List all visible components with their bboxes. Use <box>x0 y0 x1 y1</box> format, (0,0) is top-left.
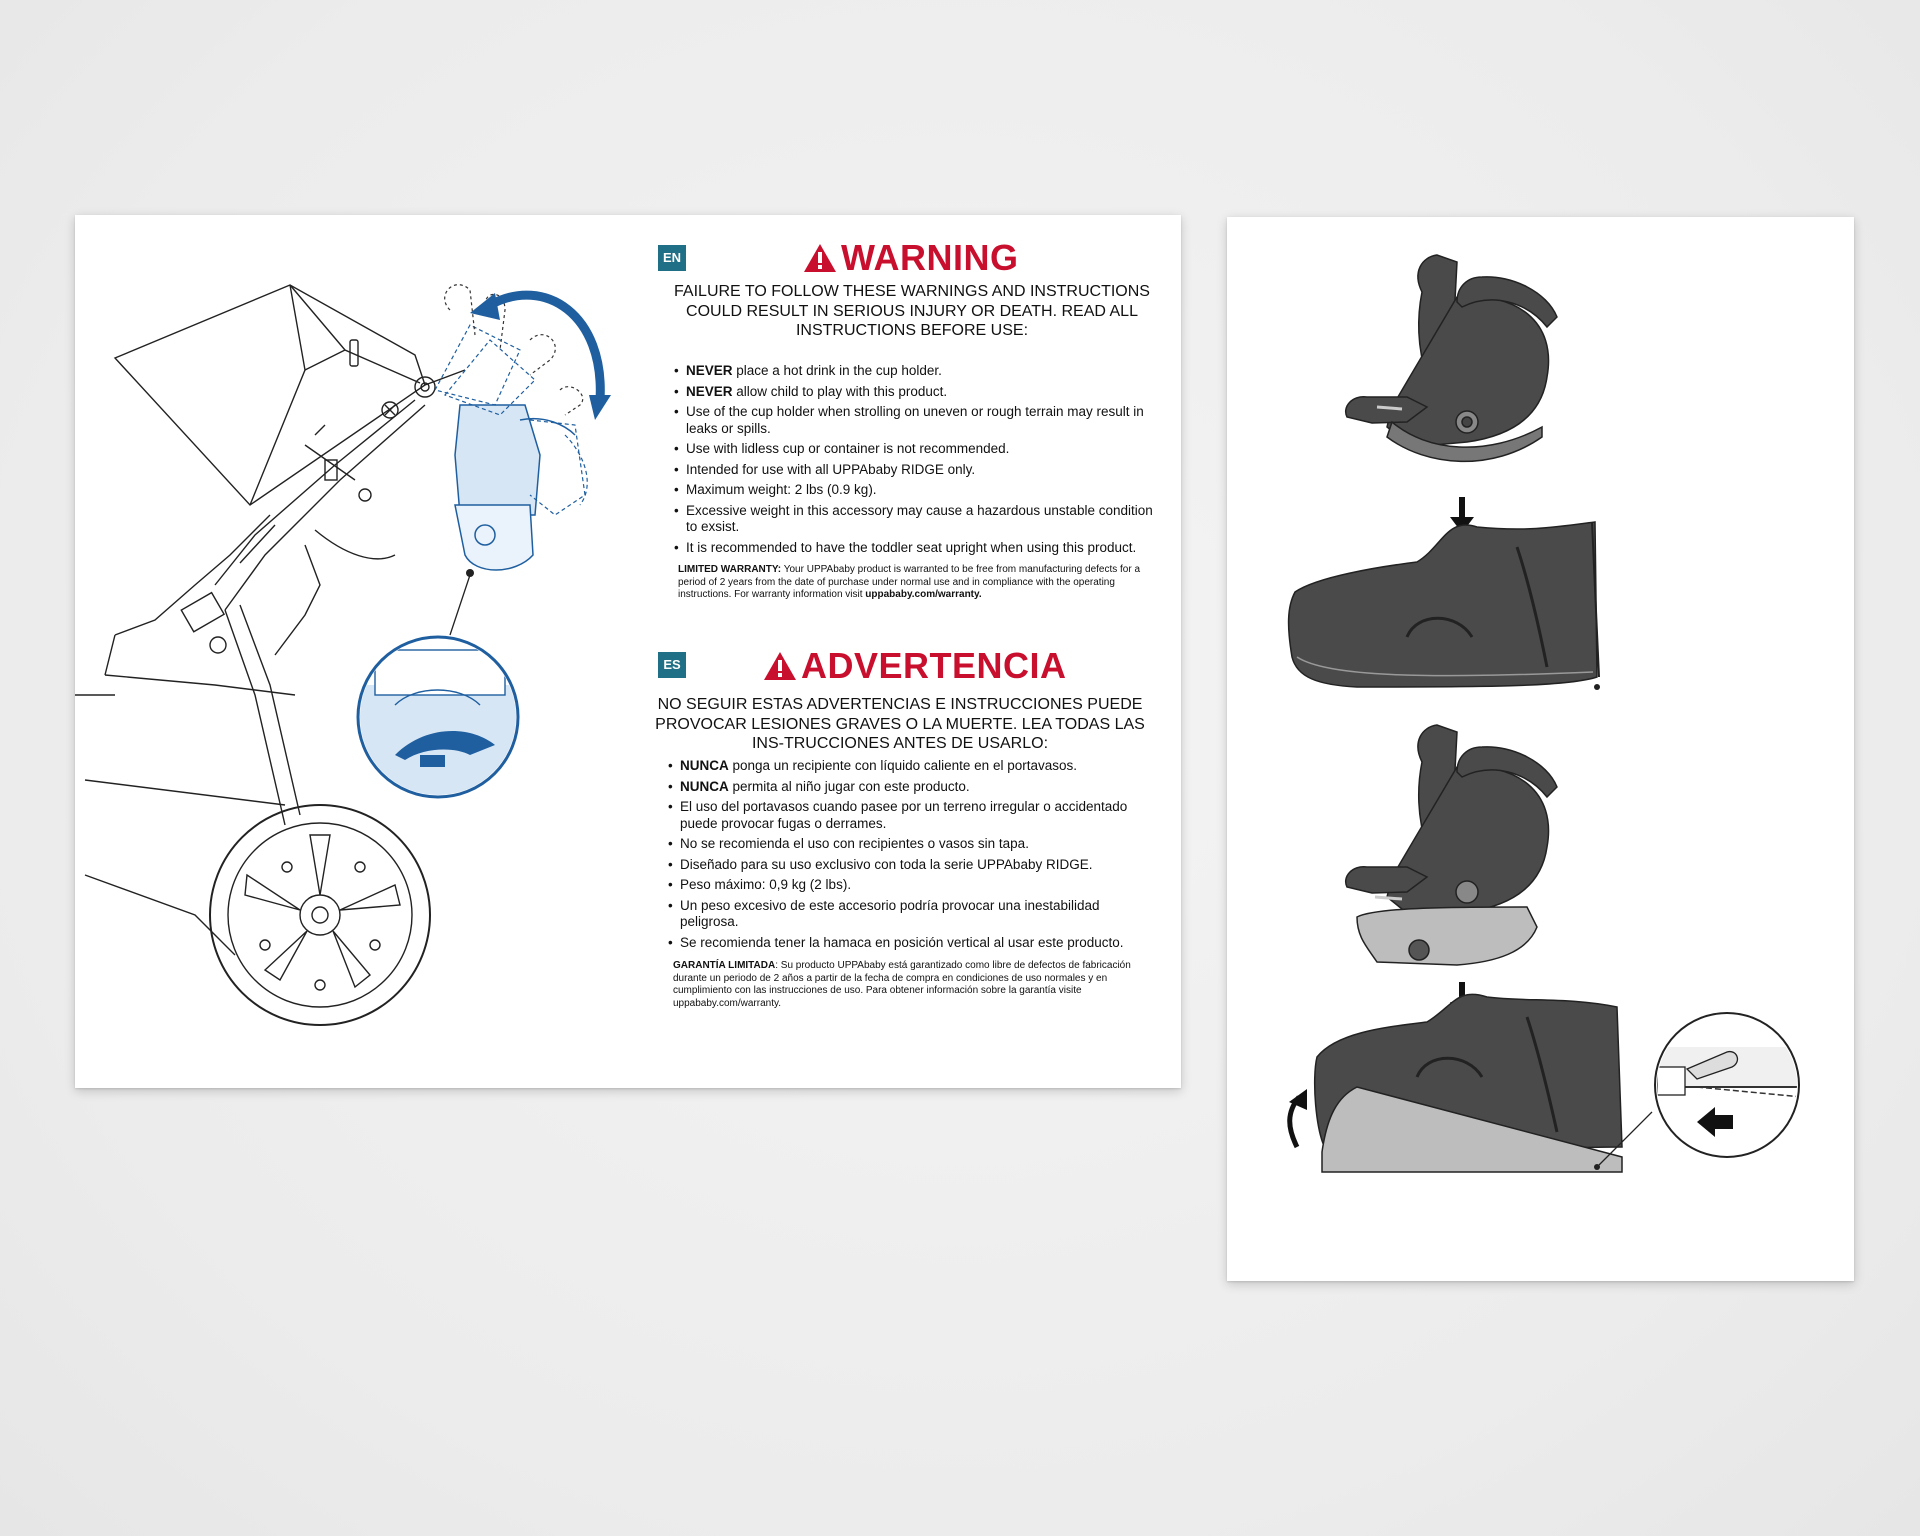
list-item: • Intended for use with all UPPAbaby RIDGE only. <box>673 462 1153 479</box>
rotate-arrow-icon <box>470 293 611 420</box>
car-seat-step-2 <box>1346 725 1557 965</box>
travel-bag-illustration <box>1227 217 1854 1281</box>
warning-list <box>673 363 1153 560</box>
list-item: • NEVER allow child to play with this product. <box>673 384 1153 401</box>
warning-sheet <box>75 215 1181 1088</box>
travel-bag-step-2 <box>1315 994 1652 1172</box>
advertencia-subtitle: NO SEGUIR ESTAS ADVERTENCIAS E INSTRUCCIONES PUEDE PROVOCAR LESIONES GRAVES O LA MUERTE. LEA TODAS LAS INS-TRUCCIONES ANTES DE USARLO: <box>655 696 1145 752</box>
zipper-detail-callout <box>1655 1013 1807 1157</box>
list-item: • NUNCA permita al niño jugar con este producto. <box>667 779 1147 796</box>
language-badge-es: ES <box>658 652 686 678</box>
warning-triangle-icon <box>763 651 797 681</box>
list-item: • Use of the cup holder when strolling on uneven or rough terrain may result in leaks or spills. <box>673 404 1153 437</box>
travel-bag-step-1 <box>1289 522 1600 690</box>
list-item: • Maximum weight: 2 lbs (0.9 kg). <box>673 482 1153 499</box>
advertencia-title: ADVERTENCIA <box>801 645 1067 686</box>
language-badge-en: EN <box>658 245 686 271</box>
cupholder-detail-callout <box>358 637 518 805</box>
car-seat-step-1 <box>1346 255 1557 461</box>
list-item: • No se recomienda el uso con recipientes o vasos sin tapa. <box>667 836 1147 853</box>
list-item: • El uso del portavasos cuando pasee por un terreno irregular o accidentado puede provocar fugas o derrames. <box>667 799 1147 832</box>
list-item: • Excessive weight in this accessory may cause a hazardous unstable condition to exsist. <box>673 503 1153 536</box>
list-item: • It is recommended to have the toddler seat upright when using this product. <box>673 540 1153 557</box>
list-item: • Un peso excesivo de este accesorio podría provocar una inestabilidad peligrosa. <box>667 898 1147 931</box>
list-item: • Peso máximo: 0,9 kg (2 lbs). <box>667 877 1147 894</box>
travel-bag-sheet <box>1227 217 1854 1281</box>
warning-subtitle: FAILURE TO FOLLOW THESE WARNINGS AND INSTRUCTIONS COULD RESULT IN SERIOUS INJURY OR DEATH. READ ALL INSTRUCTIONS BEFORE USE: <box>674 283 1150 339</box>
advertencia-heading <box>763 645 1067 687</box>
list-item: • Se recomienda tener la hamaca en posición vertical al usar este producto. <box>667 935 1147 952</box>
limited-warranty-text: LIMITED WARRANTY: Your UPPAbaby product is warranted to be free from manufacturing defects for a period of 2 years from the date of purchase under normal use and in compliance with the operating instructions. For warranty information visit uppababy.com/warranty. <box>678 564 1141 600</box>
stroller-cupholder-illustration <box>75 255 635 1055</box>
list-item: • Use with lidless cup or container is not recommended. <box>673 441 1153 458</box>
curved-up-arrow-icon <box>1289 1089 1307 1147</box>
warning-title: WARNING <box>841 237 1019 278</box>
warning-triangle-icon <box>803 243 837 273</box>
list-item: • NUNCA ponga un recipiente con líquido caliente en el portavasos. <box>667 758 1147 775</box>
list-item: • Diseñado para su uso exclusivo con toda la serie UPPAbaby RIDGE. <box>667 857 1147 874</box>
list-item: • NEVER place a hot drink in the cup holder. <box>673 363 1153 380</box>
advertencia-list <box>667 758 1147 955</box>
warning-heading <box>803 237 1019 279</box>
warranty-link[interactable]: uppababy.com/warranty. <box>865 589 982 600</box>
garantia-limitada-text: GARANTÍA LIMITADA: Su producto UPPAbaby está garantizado como libre de defectos de fabricación durante un periodo de 2 años a partir de la fecha de compra en condiciones de uso normales y en cumplimiento con las instrucciones de uso. Para obtener información sobre la garantía visite uppababy.com/warranty. <box>673 960 1131 1009</box>
